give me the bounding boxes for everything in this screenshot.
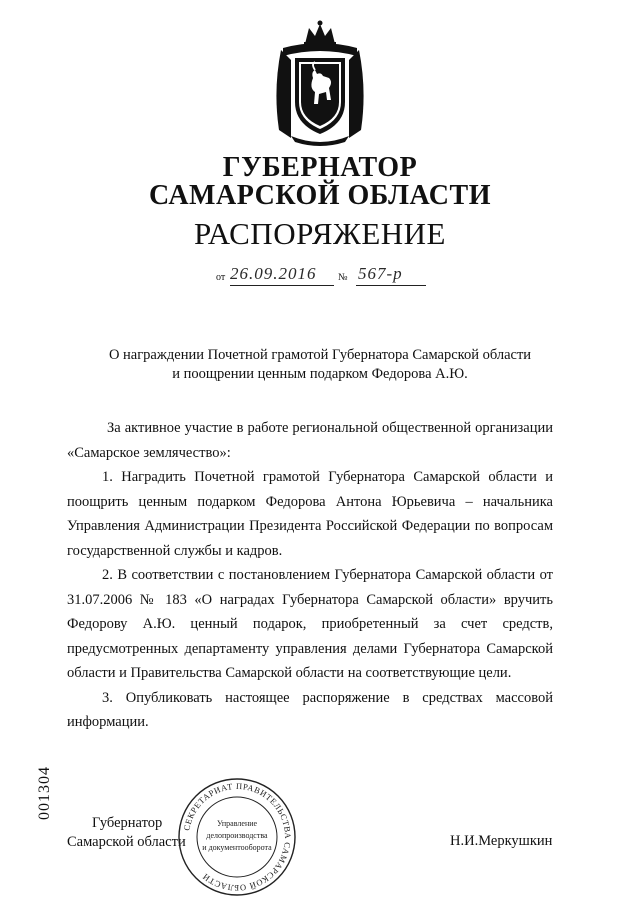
body-item-1: 1. Наградить Почетной грамотой Губернатора Самарской области и поощрить ценным подарком Федорова Антона Юрьевича – начальника Управления Администрации Президента Российской Федерации по вопросам государственной службы и кадров. [67,469,553,559]
number-underline [356,285,426,286]
signatory-name: Н.И.Меркушкин [450,833,553,849]
issuer-region: САМАРСКОЙ ОБЛАСТИ [149,180,491,211]
body-item-2: 2. В соответствии с постановлением Губернатора Самарской области от 31.07.2006 № 183 «О наградах Губернатора Самарской области» вручить Федорову А.Ю. ценный подарок, приобретенный за счет средств, предусмотренных департаменту управления делами Губернатора Самарской области и Правительства Самарской области на соответствующие цели. [67,567,553,681]
date-label: от [216,272,226,283]
secretariat-stamp [176,776,298,898]
document-type: РАСПОРЯЖЕНИЕ [194,216,446,251]
number-label: № [338,272,348,283]
stamp-inner-line-1: Управление [216,819,258,828]
signatory-title: Губернатор [92,815,163,831]
date-underline [230,285,334,286]
registration-number: 001304 [36,766,53,820]
subject-line-1: О награждении Почетной грамотой Губернатора Самарской области [108,347,532,363]
document-number: 567-р [358,264,403,283]
subject-line-2: и поощрении ценным подарком Федорова А.Ю. [172,366,468,382]
stamp-inner-line-3: и документооборота [202,843,272,852]
body-item-3: 3. Опубликовать настоящее распоряжение в средствах массовой информации. [67,689,553,730]
body-preamble: За активное участие в работе региональной общественной организации «Самарское землячество»: [67,420,553,461]
date-number-line [216,264,436,290]
document-subject [0,346,640,384]
signatory-region: Самарской области [67,834,186,850]
coat-of-arms-emblem [271,20,369,148]
document-date: 26.09.2016 [230,264,317,283]
stamp-inner-line-2: делопроизводства [206,831,268,840]
document-body [67,416,553,735]
stamp-outer-text: СЕКРЕТАРИАТ ПРАВИТЕЛЬСТВА САМАРСКОЙ ОБЛАСТИ [181,780,294,894]
issuer-title: ГУБЕРНАТОР [222,152,418,183]
